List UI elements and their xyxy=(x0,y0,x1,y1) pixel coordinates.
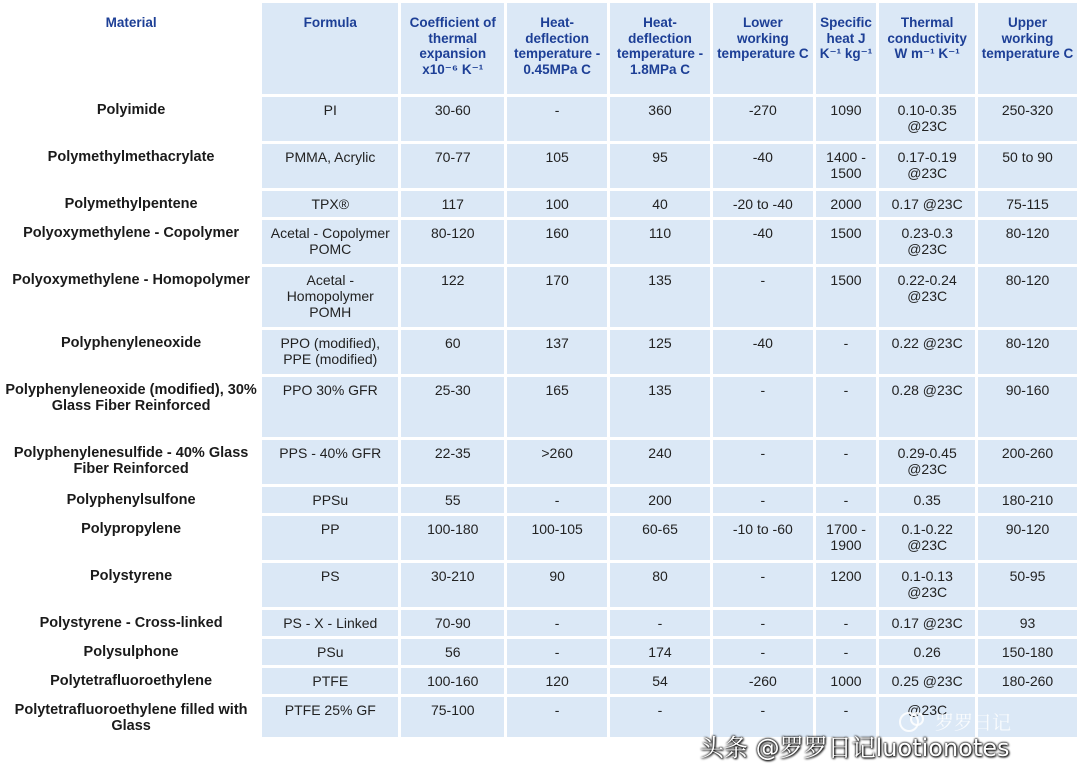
cell-specific-heat: 1200 xyxy=(816,563,877,607)
table-row xyxy=(3,267,1077,327)
table-row xyxy=(3,639,1077,665)
table-row xyxy=(3,377,1077,437)
cell-material: Polysulphone xyxy=(3,639,259,665)
cell-material: Polystyrene - Cross-linked xyxy=(3,610,259,636)
cell-upper-working-temp: 180-260 xyxy=(978,668,1077,694)
cell-hdt-045: 100-105 xyxy=(507,516,607,560)
header-row xyxy=(3,3,1077,94)
cell-hdt-045: 170 xyxy=(507,267,607,327)
cell-hdt-045: >260 xyxy=(507,440,607,484)
cell-thermal-conductivity: 0.26 xyxy=(879,639,975,665)
table-row xyxy=(3,563,1077,607)
cell-thermal-expansion: 22-35 xyxy=(401,440,504,484)
table-row xyxy=(3,144,1077,188)
cell-formula: PPO (modified), PPE (modified) xyxy=(262,330,398,374)
cell-hdt-18: 135 xyxy=(610,377,710,437)
cell-thermal-conductivity: 0.23-0.3 @23C xyxy=(879,220,975,264)
header-material: Material xyxy=(3,3,259,94)
cell-hdt-18: 125 xyxy=(610,330,710,374)
cell-specific-heat: 1400 - 1500 xyxy=(816,144,877,188)
cell-hdt-18: 174 xyxy=(610,639,710,665)
cell-lower-working-temp: -40 xyxy=(713,220,813,264)
cell-formula: PS - X - Linked xyxy=(262,610,398,636)
cell-hdt-045: 100 xyxy=(507,191,607,217)
cell-material: Polymethylpentene xyxy=(3,191,259,217)
header-formula: Formula xyxy=(262,3,398,94)
header-upper-working-temp: Upper working temperature C xyxy=(978,3,1077,94)
cell-specific-heat: 1500 xyxy=(816,267,877,327)
cell-hdt-18: 200 xyxy=(610,487,710,513)
cell-hdt-18: 135 xyxy=(610,267,710,327)
cell-thermal-expansion: 70-90 xyxy=(401,610,504,636)
cell-lower-working-temp: - xyxy=(713,440,813,484)
cell-formula: PMMA, Acrylic xyxy=(262,144,398,188)
cell-specific-heat: 1000 xyxy=(816,668,877,694)
cell-material: Polytetrafluoroethylene filled with Glass xyxy=(3,697,259,737)
cell-lower-working-temp: - xyxy=(713,697,813,737)
cell-thermal-expansion: 55 xyxy=(401,487,504,513)
cell-thermal-conductivity: 0.17 @23C xyxy=(879,610,975,636)
cell-lower-working-temp: - xyxy=(713,487,813,513)
cell-thermal-expansion: 56 xyxy=(401,639,504,665)
cell-hdt-045: 137 xyxy=(507,330,607,374)
cell-hdt-18: 110 xyxy=(610,220,710,264)
cell-thermal-expansion: 122 xyxy=(401,267,504,327)
cell-formula: PPS - 40% GFR xyxy=(262,440,398,484)
cell-hdt-18: - xyxy=(610,610,710,636)
cell-hdt-18: 40 xyxy=(610,191,710,217)
cell-lower-working-temp: -40 xyxy=(713,330,813,374)
cell-upper-working-temp: 50 to 90 xyxy=(978,144,1077,188)
cell-thermal-conductivity: 0.17-0.19 @23C xyxy=(879,144,975,188)
cell-formula: PS xyxy=(262,563,398,607)
cell-thermal-expansion: 100-180 xyxy=(401,516,504,560)
cell-upper-working-temp: 80-120 xyxy=(978,220,1077,264)
cell-material: Polyimide xyxy=(3,97,259,141)
cell-thermal-expansion: 30-60 xyxy=(401,97,504,141)
cell-formula: Acetal - Homopolymer POMH xyxy=(262,267,398,327)
cell-upper-working-temp: 75-115 xyxy=(978,191,1077,217)
cell-hdt-18: 54 xyxy=(610,668,710,694)
cell-hdt-18: 60-65 xyxy=(610,516,710,560)
cell-upper-working-temp: 180-210 xyxy=(978,487,1077,513)
cell-thermal-expansion: 80-120 xyxy=(401,220,504,264)
header-hdt-18: Heat-deflection temperature - 1.8MPa C xyxy=(610,3,710,94)
cell-formula: PI xyxy=(262,97,398,141)
cell-thermal-conductivity: 0.1-0.13 @23C xyxy=(879,563,975,607)
cell-upper-working-temp: 250-320 xyxy=(978,97,1077,141)
cell-thermal-conductivity: 0.10-0.35 @23C xyxy=(879,97,975,141)
cell-hdt-18: 80 xyxy=(610,563,710,607)
header-lower-working-temp: Lower working temperature C xyxy=(713,3,813,94)
cell-lower-working-temp: -10 to -60 xyxy=(713,516,813,560)
watermark-logo-text: 罗罗日记 xyxy=(935,712,1012,734)
cell-hdt-045: 105 xyxy=(507,144,607,188)
cell-material: Polyphenyleneoxide xyxy=(3,330,259,374)
cell-formula: PPSu xyxy=(262,487,398,513)
cell-formula: PSu xyxy=(262,639,398,665)
cell-thermal-expansion: 30-210 xyxy=(401,563,504,607)
cell-specific-heat: - xyxy=(816,330,877,374)
table-row xyxy=(3,668,1077,694)
cell-specific-heat: 1090 xyxy=(816,97,877,141)
cell-material: Polystyrene xyxy=(3,563,259,607)
cell-material: Polymethylmethacrylate xyxy=(3,144,259,188)
cell-formula: PP xyxy=(262,516,398,560)
cell-thermal-conductivity: 0.28 @23C xyxy=(879,377,975,437)
cell-specific-heat: - xyxy=(816,697,877,737)
cell-upper-working-temp: 90-120 xyxy=(978,516,1077,560)
cell-specific-heat: - xyxy=(816,610,877,636)
cell-upper-working-temp: 90-160 xyxy=(978,377,1077,437)
cell-material: Polyphenylenesulfide - 40% Glass Fiber Reinforced xyxy=(3,440,259,484)
cell-thermal-expansion: 100-160 xyxy=(401,668,504,694)
cell-specific-heat: 1500 xyxy=(816,220,877,264)
cell-hdt-045: - xyxy=(507,697,607,737)
cell-thermal-expansion: 75-100 xyxy=(401,697,504,737)
cell-lower-working-temp: - xyxy=(713,563,813,607)
cell-specific-heat: - xyxy=(816,377,877,437)
cell-hdt-045: 160 xyxy=(507,220,607,264)
cell-lower-working-temp: - xyxy=(713,610,813,636)
table-row xyxy=(3,220,1077,264)
cell-thermal-conductivity: 0.25 @23C xyxy=(879,668,975,694)
cell-hdt-045: - xyxy=(507,487,607,513)
cell-thermal-expansion: 117 xyxy=(401,191,504,217)
watermark-text: 头条 @罗罗日记luotionotes xyxy=(700,734,1010,762)
cell-upper-working-temp: 80-120 xyxy=(978,267,1077,327)
cell-material: Polyoxymethylene - Homopolymer xyxy=(3,267,259,327)
cell-thermal-conductivity: 0.17 @23C xyxy=(879,191,975,217)
cell-upper-working-temp: 150-180 xyxy=(978,639,1077,665)
cell-specific-heat: 2000 xyxy=(816,191,877,217)
cell-thermal-conductivity: @23C xyxy=(879,697,975,737)
cell-hdt-045: 165 xyxy=(507,377,607,437)
table-row xyxy=(3,440,1077,484)
cell-thermal-expansion: 70-77 xyxy=(401,144,504,188)
cell-hdt-18: - xyxy=(610,697,710,737)
cell-lower-working-temp: -20 to -40 xyxy=(713,191,813,217)
cell-specific-heat: - xyxy=(816,639,877,665)
cell-formula: PTFE xyxy=(262,668,398,694)
cell-thermal-expansion: 25-30 xyxy=(401,377,504,437)
cell-upper-working-temp: 80-120 xyxy=(978,330,1077,374)
cell-specific-heat: - xyxy=(816,440,877,484)
table-row xyxy=(3,191,1077,217)
cell-lower-working-temp: -270 xyxy=(713,97,813,141)
cell-hdt-045: - xyxy=(507,639,607,665)
cell-formula: PTFE 25% GF xyxy=(262,697,398,737)
cell-hdt-045: 90 xyxy=(507,563,607,607)
cell-formula: PPO 30% GFR xyxy=(262,377,398,437)
cell-material: Polyphenyleneoxide (modified), 30% Glass Fiber Reinforced xyxy=(3,377,259,437)
cell-lower-working-temp: - xyxy=(713,267,813,327)
cell-upper-working-temp: 93 xyxy=(978,610,1077,636)
cell-hdt-045: - xyxy=(507,97,607,141)
cell-lower-working-temp: - xyxy=(713,377,813,437)
header-thermal-conductivity: Thermal conductivity W m⁻¹ K⁻¹ xyxy=(879,3,975,94)
cell-thermal-conductivity: 0.1-0.22 @23C xyxy=(879,516,975,560)
table-row xyxy=(3,516,1077,560)
cell-formula: TPX® xyxy=(262,191,398,217)
header-thermal-expansion: Coefficient of thermal expansion x10⁻⁶ K⁻¹ xyxy=(401,3,504,94)
cell-upper-working-temp: 50-95 xyxy=(978,563,1077,607)
cell-hdt-045: 120 xyxy=(507,668,607,694)
cell-material: Polytetrafluoroethylene xyxy=(3,668,259,694)
header-specific-heat: Specific heat J K⁻¹ kg⁻¹ xyxy=(816,3,877,94)
cell-hdt-18: 95 xyxy=(610,144,710,188)
cell-material: Polypropylene xyxy=(3,516,259,560)
cell-lower-working-temp: - xyxy=(713,639,813,665)
cell-hdt-18: 240 xyxy=(610,440,710,484)
cell-hdt-045: - xyxy=(507,610,607,636)
table-row xyxy=(3,330,1077,374)
cell-thermal-expansion: 60 xyxy=(401,330,504,374)
cell-lower-working-temp: -260 xyxy=(713,668,813,694)
cell-upper-working-temp: 200-260 xyxy=(978,440,1077,484)
cell-lower-working-temp: -40 xyxy=(713,144,813,188)
cell-hdt-18: 360 xyxy=(610,97,710,141)
table-row xyxy=(3,610,1077,636)
cell-formula: Acetal - Copolymer POMC xyxy=(262,220,398,264)
cell-thermal-conductivity: 0.22-0.24 @23C xyxy=(879,267,975,327)
header-hdt-045: Heat-deflection temperature - 0.45MPa C xyxy=(507,3,607,94)
cell-specific-heat: - xyxy=(816,487,877,513)
cell-material: Polyoxymethylene - Copolymer xyxy=(3,220,259,264)
table-row xyxy=(3,487,1077,513)
cell-material: Polyphenylsulfone xyxy=(3,487,259,513)
cell-specific-heat: 1700 - 1900 xyxy=(816,516,877,560)
cell-thermal-conductivity: 0.29-0.45 @23C xyxy=(879,440,975,484)
table-row xyxy=(3,97,1077,141)
cell-thermal-conductivity: 0.22 @23C xyxy=(879,330,975,374)
cell-thermal-conductivity: 0.35 xyxy=(879,487,975,513)
